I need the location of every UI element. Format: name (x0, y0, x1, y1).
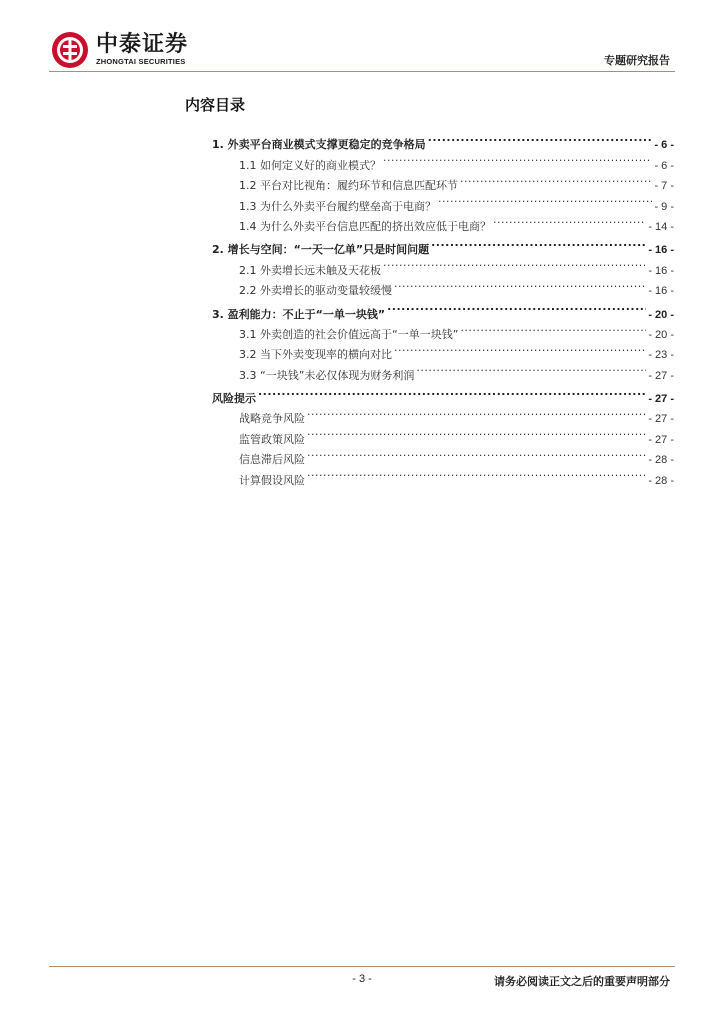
toc-entry-label: 2.1 外卖增长远未触及天花板 (239, 263, 381, 277)
toc-entry-label: 2. 增长与空间：“一天一亿单”只是时间问题 (212, 243, 430, 257)
toc-dot-leader (394, 338, 646, 358)
toc-entry-label: 战略竞争风险 (239, 412, 305, 426)
toc-entry-label: 3.2 当下外卖变现率的横向对比 (239, 348, 392, 362)
footer-divider (49, 966, 675, 967)
toc-dot-leader (460, 169, 652, 189)
toc-dot-leader (493, 210, 646, 230)
toc-entry-page: - 20 - (648, 328, 674, 341)
toc-dot-leader (428, 128, 653, 148)
toc-entry-label: 1.2 平台对比视角：履约环节和信息匹配环节 (239, 179, 458, 193)
toc-dot-leader (387, 297, 646, 317)
toc-entry-page: - 27 - (648, 433, 674, 446)
toc-entry-page: - 16 - (648, 264, 674, 277)
toc-dot-leader (307, 443, 646, 463)
header-divider (49, 71, 675, 72)
toc-title: 内容目录 (185, 96, 246, 114)
toc-section-entry[interactable] (212, 382, 674, 406)
toc-dot-leader (307, 463, 646, 483)
toc-entry-label: 监管政策风险 (239, 432, 305, 446)
toc-subsection-entry[interactable] (212, 402, 674, 426)
toc-dot-leader (258, 382, 646, 402)
toc-entry-label: 3.1 外卖创造的社会价值远高于“一单一块钱” (239, 327, 459, 341)
toc-entry-page: - 23 - (648, 349, 674, 362)
toc-entry-page: - 6 - (654, 159, 674, 172)
report-type-label: 专题研究报告 (604, 54, 670, 67)
toc-entry-page: - 16 - (648, 285, 674, 298)
toc-entry-page: - 20 - (648, 308, 674, 321)
page-number: - 3 - (352, 973, 372, 985)
toc-dot-leader (460, 318, 646, 338)
footer-disclaimer: 请务必阅读正文之后的重要声明部分 (494, 975, 670, 988)
toc-dot-leader (383, 253, 646, 273)
logo-chinese-name: 中泰证券 (96, 32, 189, 57)
toc-entry-label: 计算假设风险 (239, 473, 305, 487)
toc-dot-leader (307, 422, 646, 442)
toc-dot-leader (383, 148, 652, 168)
zhongtai-logo (50, 30, 188, 70)
zhongtai-logo-icon (50, 30, 90, 70)
toc-entry-label: 风险提示 (212, 392, 256, 406)
toc-entry-page: - 27 - (648, 393, 674, 406)
toc-entry-page: - 28 - (648, 474, 674, 487)
toc-entry-page: - 27 - (648, 369, 674, 382)
toc-dot-leader (438, 189, 652, 209)
toc-entry-page: - 9 - (654, 200, 674, 213)
toc-entry-label: 3. 盈利能力：不止于“一单一块钱” (212, 307, 386, 321)
logo-english-name: ZHONGTAI SECURITIES (96, 57, 186, 66)
toc-entry-label: 1. 外卖平台商业模式支撑更稳定的竞争格局 (212, 138, 426, 152)
toc-dot-leader (431, 233, 646, 253)
toc-entry-label: 1.4 为什么外卖平台信息匹配的挤出效应低于电商？ (239, 219, 491, 233)
toc-entry-page: - 6 - (654, 139, 674, 152)
toc-entry-page: - 28 - (648, 454, 674, 467)
toc-entry-page: - 14 - (648, 220, 674, 233)
toc-entry-page: - 27 - (648, 413, 674, 426)
toc-section-entry[interactable] (212, 128, 674, 152)
toc-entry-label: 3.3 “一块钱”未必仅体现为财务利润 (239, 368, 415, 382)
toc-dot-leader (394, 274, 646, 294)
toc-entry-label: 1.1 如何定义好的商业模式？ (239, 158, 381, 172)
toc-dot-leader (416, 358, 646, 378)
toc-entry-page: - 16 - (648, 244, 674, 257)
toc-dot-leader (307, 402, 646, 422)
toc-entry-label: 信息滞后风险 (239, 453, 305, 467)
toc-entry-label: 2.2 外卖增长的驱动变量较缓慢 (239, 284, 392, 298)
toc-entry-page: - 7 - (654, 180, 674, 193)
page-header (0, 0, 724, 80)
table-of-contents (212, 128, 674, 487)
toc-entry-label: 1.3 为什么外卖平台履约壁垒高于电商？ (239, 199, 436, 213)
